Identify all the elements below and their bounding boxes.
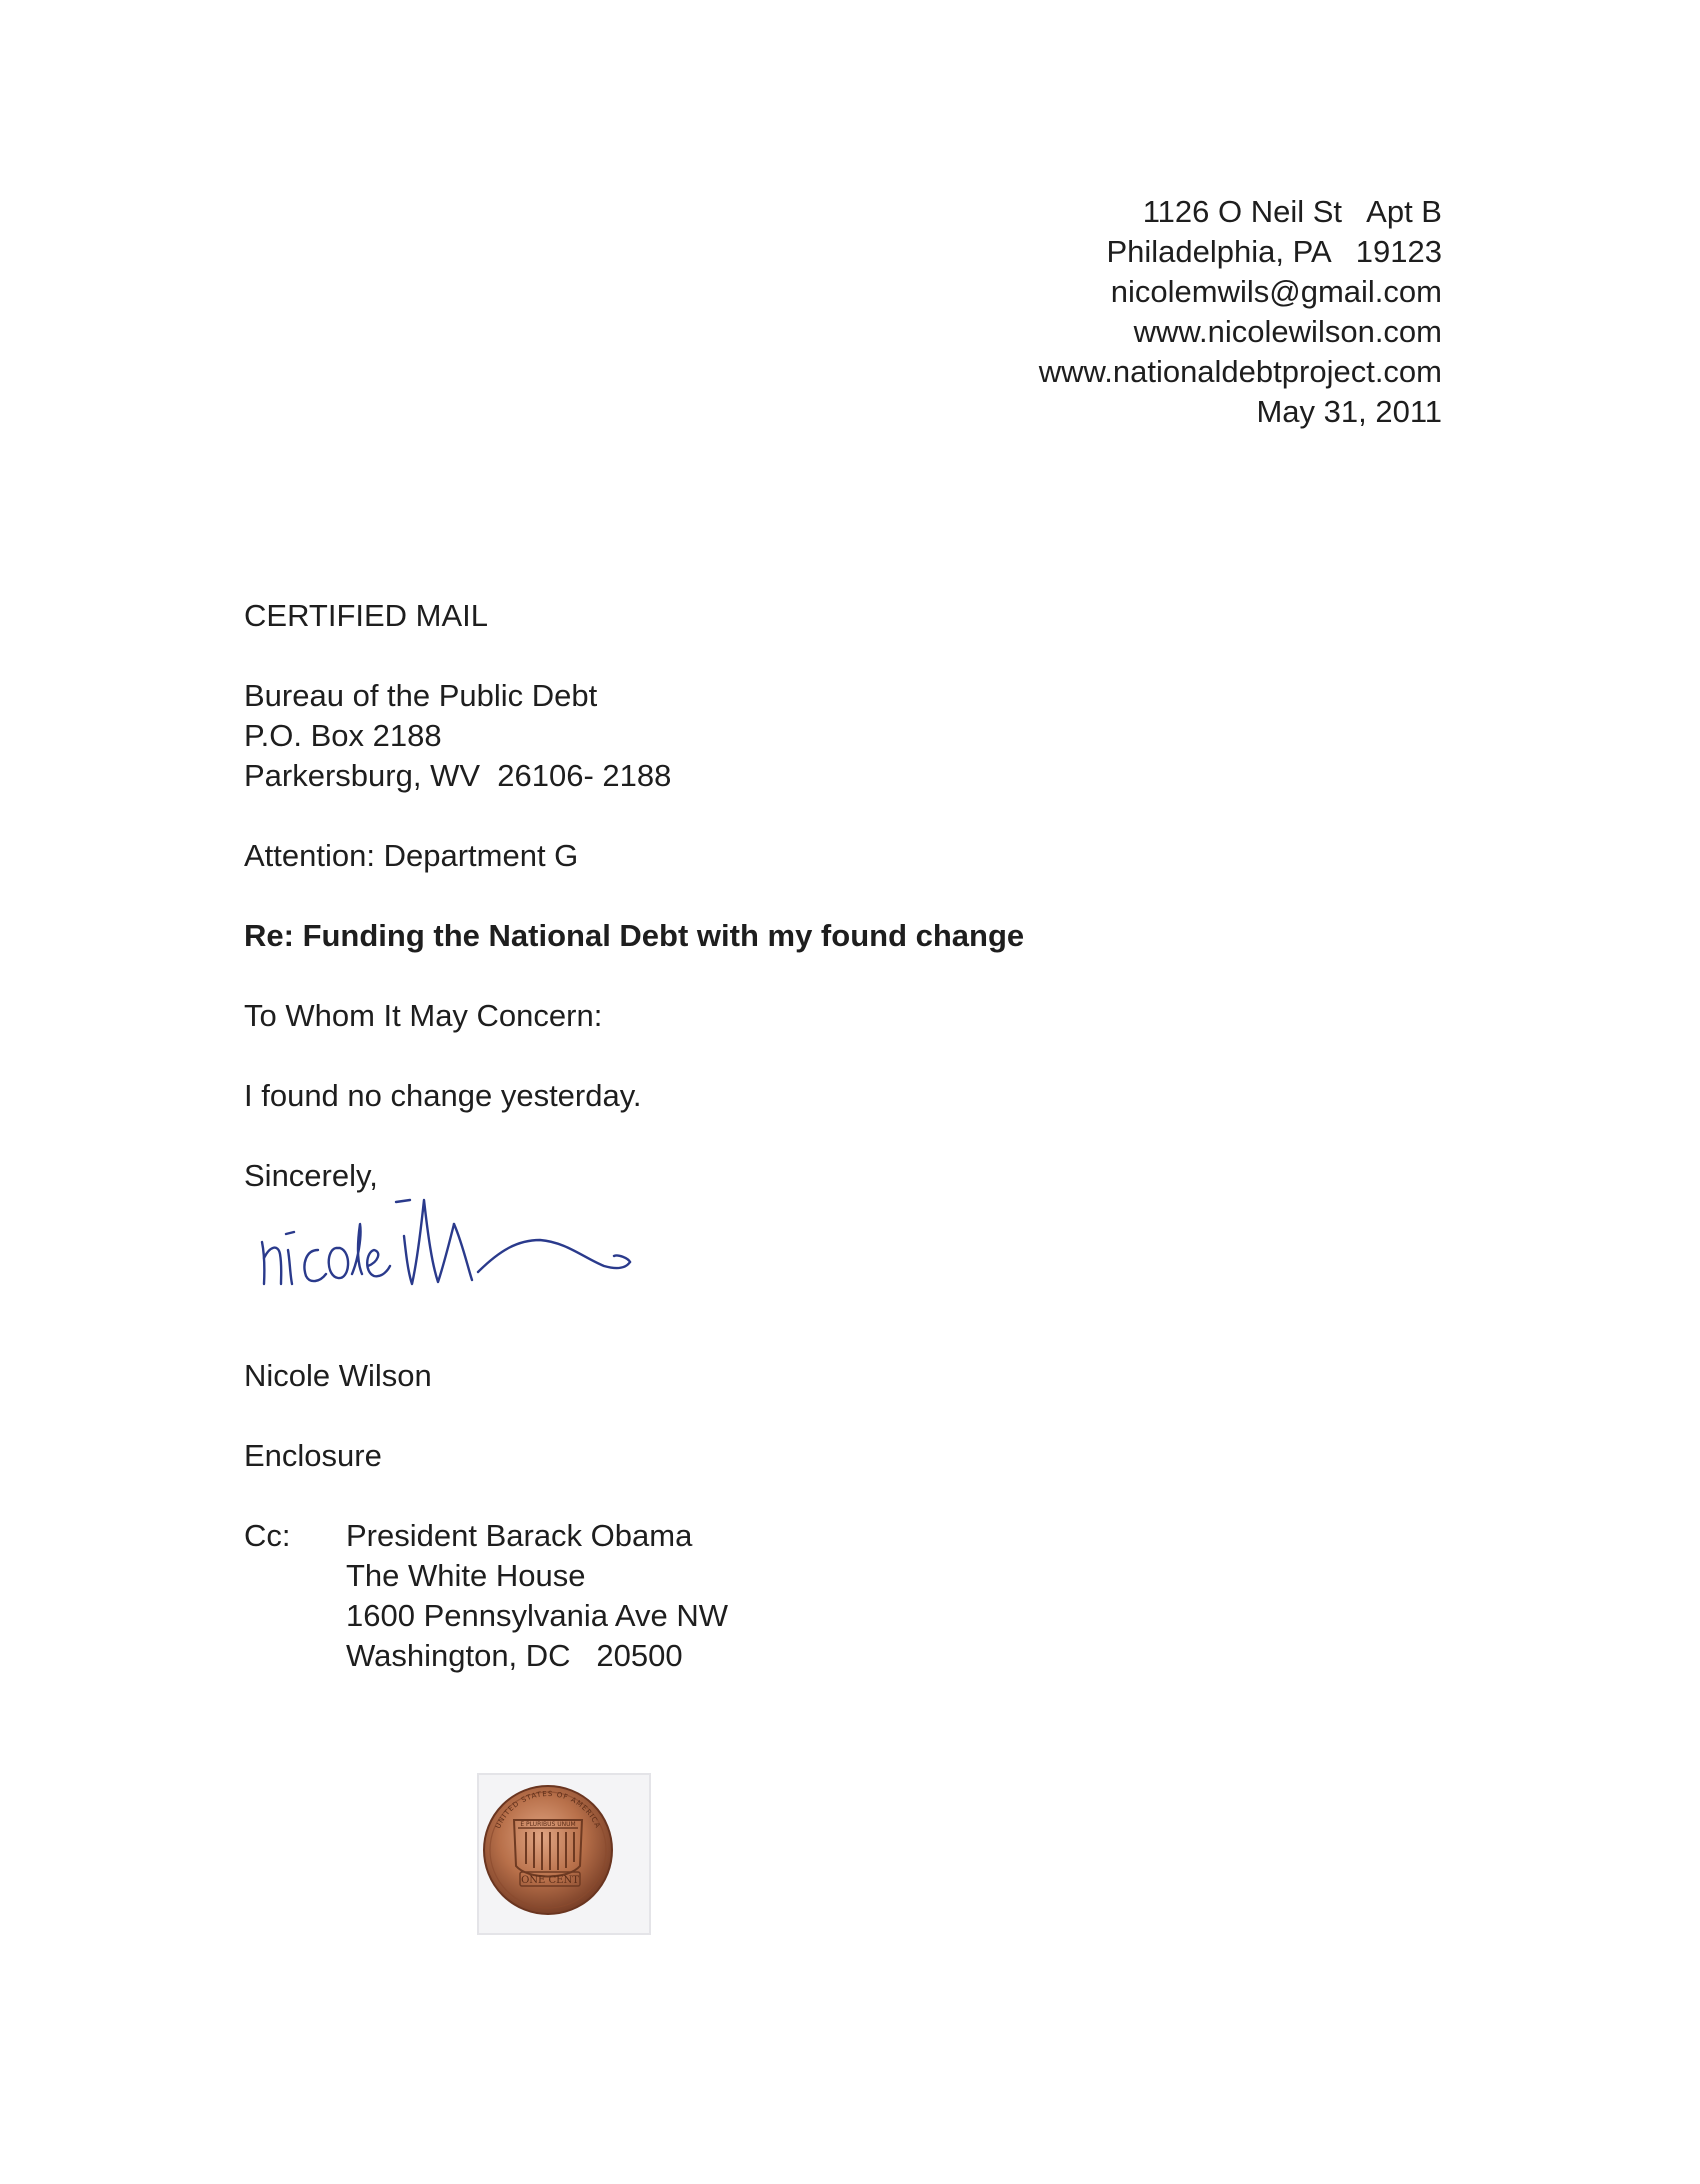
sender-website-2: www.nationaldebtproject.com bbox=[1038, 354, 1442, 389]
sender-website-1: www.nicolewilson.com bbox=[1133, 314, 1442, 349]
coin-denomination: ONE CENT bbox=[521, 1875, 579, 1886]
sender-city-state-zip: Philadelphia, PA 19123 bbox=[1106, 234, 1442, 269]
coin-motto: E PLURIBUS UNUM bbox=[520, 1821, 576, 1828]
handwritten-signature bbox=[248, 1180, 708, 1320]
svg-text:UNITED STATES OF AMERICA: UNITED STATES OF AMERICA bbox=[494, 1789, 602, 1830]
sender-email: nicolemwils@gmail.com bbox=[1110, 274, 1442, 309]
cc-address-block bbox=[346, 1516, 728, 1676]
closing: Sincerely, bbox=[244, 1158, 378, 1193]
delivery-method: CERTIFIED MAIL bbox=[244, 598, 489, 633]
recipient-address-block bbox=[244, 676, 671, 796]
sender-street: 1126 O Neil St Apt B bbox=[1142, 194, 1442, 229]
cc-label: Cc: bbox=[244, 1518, 291, 1553]
cc-line: The White House bbox=[346, 1558, 586, 1593]
cc-line: President Barack Obama bbox=[346, 1518, 693, 1553]
recipient-po-box: P.O. Box 2188 bbox=[244, 718, 442, 753]
letter-body: I found no change yesterday. bbox=[244, 1078, 642, 1113]
penny-coin-image bbox=[468, 1768, 658, 1938]
signer-name: Nicole Wilson bbox=[244, 1358, 432, 1393]
salutation: To Whom It May Concern: bbox=[244, 998, 603, 1033]
sender-address-block bbox=[1039, 192, 1442, 432]
cc-line: Washington, DC 20500 bbox=[346, 1638, 683, 1673]
enclosure-note: Enclosure bbox=[244, 1438, 382, 1473]
attention-line: Attention: Department G bbox=[244, 838, 579, 873]
letter-date: May 31, 2011 bbox=[1256, 394, 1442, 429]
subject-line: Re: Funding the National Debt with my found change bbox=[244, 918, 1025, 953]
recipient-name: Bureau of the Public Debt bbox=[244, 678, 598, 713]
recipient-city-state-zip: Parkersburg, WV 26106- 2188 bbox=[244, 758, 672, 793]
cc-line: 1600 Pennsylvania Ave NW bbox=[346, 1598, 728, 1633]
